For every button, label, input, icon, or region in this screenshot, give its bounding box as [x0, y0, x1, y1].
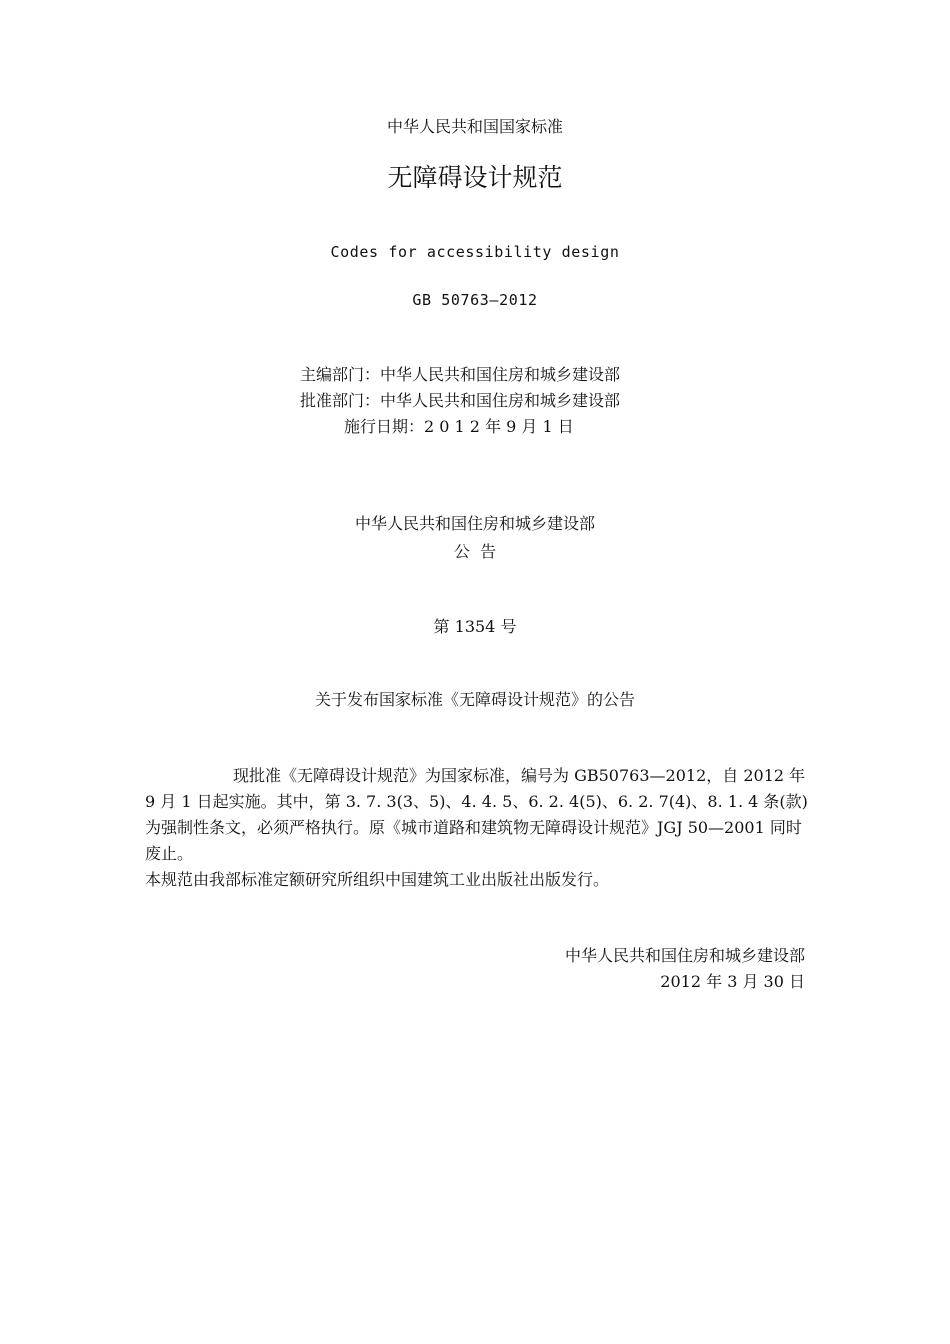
signature-date: 2012 年 3 月 30 日	[660, 972, 805, 991]
announcement-paragraph: 本规范由我部标准定额研究所组织中国建筑工业出版社出版发行。	[145, 870, 610, 889]
announcement-paragraph: 现批准《无障碍设计规范》为国家标准，编号为 GB50763—2012，自 2012 年 9 月 1 日起实施。其中，第 3. 7. 3(3、5)、4. 4. 5、6. 2. 4(5)、6. 2. 7(4)、8. 1. 4 条(款)为强制性条文，必须严格执行。原《城市道路和建筑物无障碍设计规范》JGJ 50—2001 同时废止。	[145, 766, 808, 863]
announcement-body	[145, 763, 810, 893]
approver-department: 批准部门：中华人民共和国住房和城乡建设部	[300, 391, 621, 410]
announcement-heading: 公 告	[453, 542, 497, 561]
national-standard-label: 中华人民共和国国家标准	[386, 117, 563, 136]
effective-date: 施行日期：2 0 1 2 年 9 月 1 日	[344, 417, 574, 436]
english-title: Codes for accessibility design	[330, 243, 620, 261]
announcement-issuer: 中华人民共和国住房和城乡建设部	[354, 514, 595, 533]
standard-code: GB 50763—2012	[412, 291, 538, 309]
announcement-subject: 关于发布国家标准《无障碍设计规范》的公告	[314, 690, 635, 709]
announcement-number: 第 1354 号	[433, 617, 517, 636]
editor-department: 主编部门：中华人民共和国住房和城乡建设部	[300, 365, 621, 384]
page-title: 无障碍设计规范	[387, 163, 563, 192]
signature-issuer: 中华人民共和国住房和城乡建设部	[564, 946, 805, 965]
